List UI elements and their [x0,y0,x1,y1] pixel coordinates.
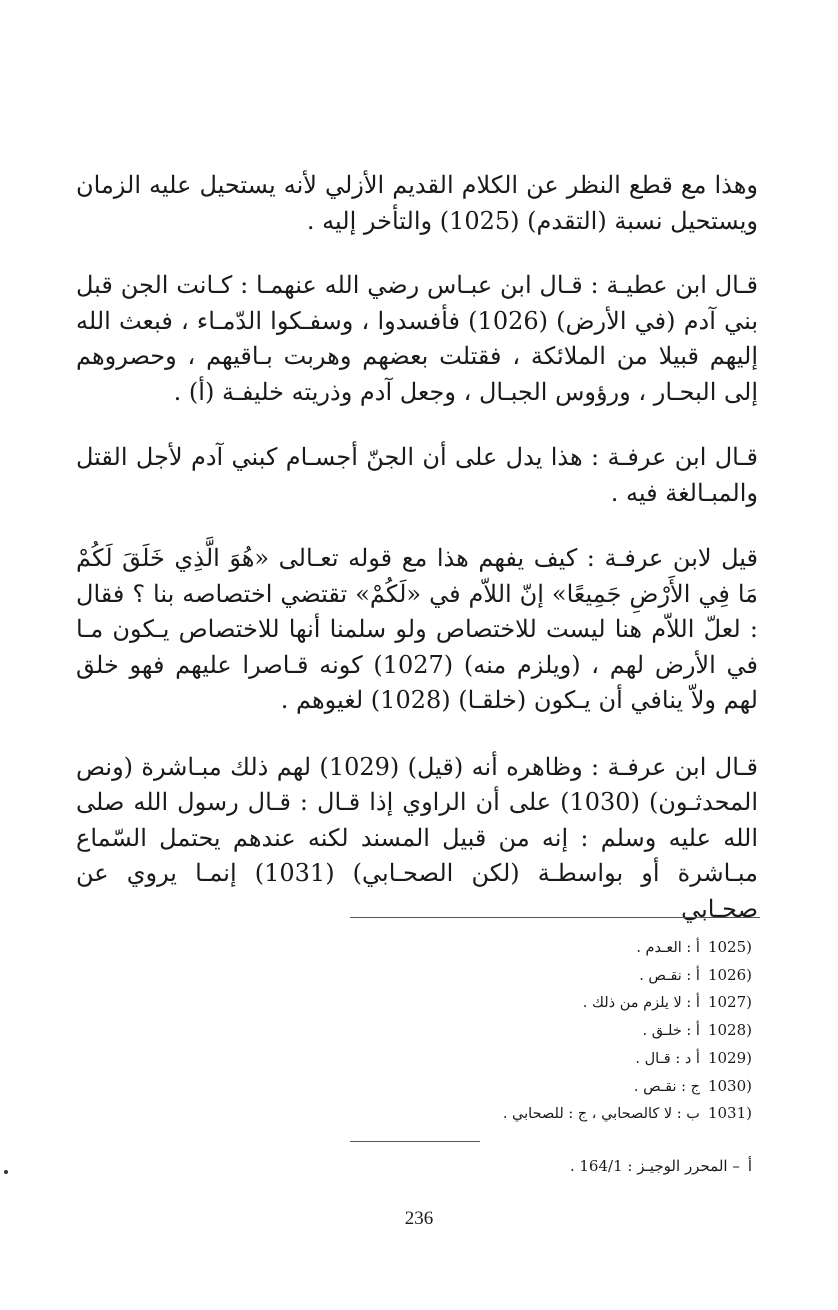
paragraph: قـال ابن عرفـة : هذا يدل على أن الجنّ أجسـام كبني آدم لأجل القتل والمبـالغة فيه . [76,443,758,507]
footnote-divider [350,917,760,918]
footnote-number: (1026 [707,965,752,984]
footnote-text: أ : العـدم . [636,940,700,956]
main-text [76,168,758,957]
reference-text: – المحرر الوجيـز : 164/1 . [569,1157,740,1175]
source-reference [570,1153,752,1179]
footnote-number: (1028 [707,1021,752,1040]
footnote-item [503,934,752,962]
footnote-number: (1031 [707,1104,752,1123]
footnote-text: أ : لا يلزم من ذلك . [582,995,700,1012]
paragraph: وهذا مع قطع النظر عن الكلام القديم الأزلي لأنه يستحيل عليه الزمان ويستحيل نسبة (التقدم) (1025) والتأخر إليه . [76,171,758,235]
paragraph: قيل لابن عرفـة : كيف يفهم هذا مع قوله تعـالى «هُوَ الَّذِي خَلَقَ لَكُمْ مَا فِي الأَرْضِ جَمِيعًا» إنّ اللاّم في «لَكُمْ» تقتضي اختصاصه بنا ؟ فقال : لعلّ اللاّم هنا ليست للاختصاص ولو سلمنا أنها للاختصاص يـكون مـا في الأرض لهم ، (ويلزم منه) (1027) كونه قـاصرا عليهم فهو خلق لهم ولاّ ينافي أن يـكون (خلقـا) (1028) لغيوهم . [76,544,758,714]
scan-speck [4,1170,8,1174]
footnote-text: أ : نقـص . [639,967,700,984]
footnote-number: (1029 [707,1048,752,1067]
footnote-text: ب : لا كالصحابي ، ج : للصحابي . [502,1106,700,1123]
footnote-number: (1025 [707,938,752,956]
footnote-text: أ د : قـال . [635,1050,700,1067]
footnote-item [503,1045,752,1073]
paragraph: قـال ابن عطيـة : قـال ابن عبـاس رضي الله عنهمـا : كـانت الجن قبل بني آدم (في الأرض) (1026) فأفسدوا ، وسفـكوا الدّمـاء ، فبعث الله إليهم قبيلا من الملائكة ، فقتلت بعضهم وهربت بـاقيهم ، وحصروهم إلى البحـار ، ورؤوس الجبـال ، وجعل آدم وذريته خليفـة (أ) . [76,271,759,406]
footnote-number: (1027 [707,993,752,1012]
footnote-item [503,1073,752,1101]
paragraph: قـال ابن عرفـة : وظاهره أنه (قيل) (1029) لهم ذلك مبـاشرة (ونص المحدثـون) (1030) على أن الراوي إذا قـال : قـال رسول الله صلى الله عليه وسلم : إنه من قبيل المسند لكنه عندهم يحتمل السّماع مبـاشرة أو بواسطـة (لكن الصحـابي) (1031) إنمـا يروي عن صحـابي [76,752,759,923]
reference-letter: أ [747,1157,752,1175]
page-number: 236 [404,1208,434,1229]
footnote-item [503,989,752,1017]
footnote-item [503,1100,752,1128]
footnote-item [503,962,752,990]
footnote-text: أ : خلـق . [642,1023,700,1040]
footnote-number: (1030 [707,1076,752,1095]
reference-divider [350,1141,480,1142]
footnote-text: ج : نقـص . [633,1078,700,1095]
footnote-list [503,934,752,1128]
footnote-item [503,1017,752,1045]
